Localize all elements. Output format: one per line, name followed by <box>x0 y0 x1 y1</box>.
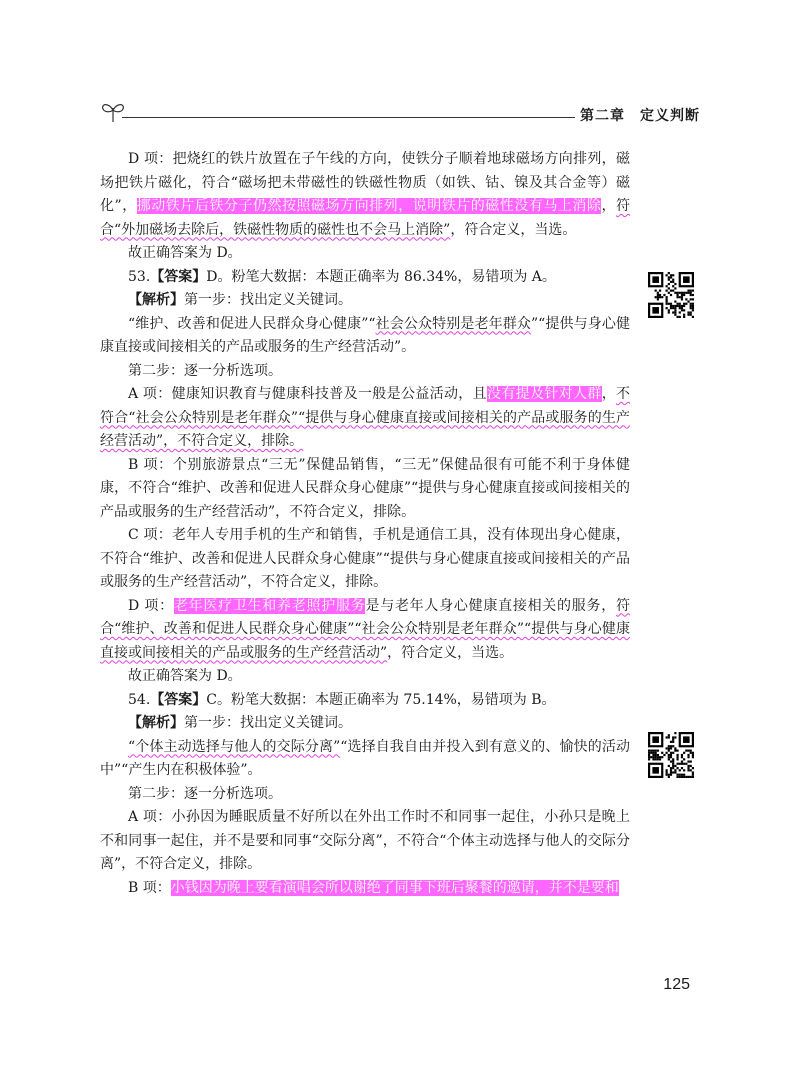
text-run: ， <box>601 386 617 402</box>
text-run: “选择自我自由并投入到有意义的、愉快的活动中”“产生内在积极体验”。 <box>100 738 630 778</box>
text-run: ”“提供与身心健康直接或间接相关的产品或服务的生产经营活动”。 <box>100 315 630 355</box>
text-run: A 项：小孙因为睡眠质量不好所以在外出工作时不和同事一起住，小孙只是晚上不和同事一起住，并不是要和同事“交际分离”，不符合“个体主动选择与他人的交际分离”，不符合定义，排除。 <box>100 809 630 872</box>
sprout-icon <box>100 100 126 124</box>
paragraph <box>100 689 630 713</box>
chapter-title: 第二章 定义判断 <box>580 108 700 124</box>
highlighted-text: 挪动铁片后铁分子仍然按照磁场方向排列，说明铁片的磁性没有马上消除 <box>136 198 602 214</box>
paragraph <box>100 783 630 807</box>
paragraph <box>100 454 630 525</box>
text-run: B 项： <box>128 879 171 896</box>
paragraph <box>100 383 630 454</box>
qr-code-icon[interactable] <box>648 732 694 778</box>
text-run: 故正确答案为 D。 <box>128 245 242 261</box>
section-label: 【解析】 <box>128 715 184 731</box>
text-run: D。粉笔大数据：本题正确率为 86.34%，易错项为 A。 <box>206 268 556 285</box>
text-run: D 项： <box>128 597 174 614</box>
paragraph <box>100 360 630 384</box>
text-run: 故正确答案为 D。 <box>128 668 242 684</box>
text-run: D 项：把烧红的铁片放置在子午线的方向，使铁分子顺着地球磁场方向排列，磁场把铁片磁化，符合“磁场把未带磁性的铁磁性物质（如铁、钴、镍及其合金等）磁化”， <box>100 151 630 214</box>
paragraph <box>100 712 630 736</box>
text-run: 第一步：找出定义关键词。 <box>184 292 352 308</box>
paragraph <box>100 289 630 313</box>
text-run: ，符合定义，当选。 <box>450 221 577 238</box>
text-run: C 项：老年人专用手机的生产和销售，手机是通信工具，没有体现出身心健康，不符合“维护、改善和促进人民群众身心健康”“提供与身心健康直接或间接相关的产品或服务的生产经营活动”，不符合定义，排除。 <box>100 527 630 590</box>
text-run: 第二步：逐一分析选项。 <box>128 785 282 802</box>
underlined-text: 符合“外加磁场去除后，铁磁性物质的磁性也不会马上消除” <box>100 198 630 238</box>
header-rule <box>122 117 575 118</box>
underlined-text: 符合“维护、改善和促进人民群众身心健康”“社会公众特别是老年群众”“提供与身心健康直接或间接相关的产品或服务的生产经营活动” <box>100 597 630 661</box>
page-header <box>100 98 700 130</box>
underlined-text: “个体主动选择与他人的交际分离” <box>128 738 341 755</box>
text-run: 53. <box>128 268 151 285</box>
text-run: 是与老年人身心健康直接相关的服务， <box>365 597 616 614</box>
paragraph <box>100 242 630 266</box>
paragraph <box>100 736 630 783</box>
paragraph <box>100 595 630 666</box>
paragraph <box>100 665 630 689</box>
page-content <box>100 148 630 900</box>
text-run: 第一步：找出定义关键词。 <box>184 715 352 731</box>
page-number: 125 <box>663 976 690 993</box>
paragraph <box>100 524 630 595</box>
text-run: 54. <box>128 691 151 708</box>
highlighted-text: 老年医疗卫生和养老照护服务 <box>173 597 366 614</box>
text-run: “维护、改善和促进人民群众身心健康”“ <box>128 315 376 332</box>
text-run: 第二步：逐一分析选项。 <box>128 362 282 379</box>
paragraph <box>100 806 630 877</box>
paragraph <box>100 266 630 290</box>
text-run: ， <box>601 198 616 214</box>
text-run: ，符合定义，当选。 <box>387 644 514 661</box>
section-label: 【答案】 <box>150 691 207 708</box>
text-run: A 项：健康知识教育与健康科技普及一般是公益活动，且 <box>128 386 487 402</box>
underlined-text: 不符合“社会公众特别是老年群众”“提供与身心健康直接或间接相关的产品或服务的生产经营活动”，不符合定义，排除。 <box>100 386 631 449</box>
paragraph <box>100 313 630 360</box>
text-run: B 项：个别旅游景点“三无”保健品销售，“三无”保健品很有可能不利于身体健康，不符合“维护、改善和促进人民群众身心健康”“提供与身心健康直接或间接相关的产品或服务的生产经营活动”，不符合定义，排除。 <box>100 456 630 520</box>
text-run: C。粉笔大数据：本题正确率为 75.14%，易错项为 B。 <box>206 691 556 708</box>
section-label: 【解析】 <box>128 292 184 308</box>
paragraph <box>100 877 630 901</box>
highlighted-text: 小钱因为晚上要看演唱会所以谢绝了同事下班后聚餐的邀请，并不是要和 <box>170 879 619 896</box>
underlined-text: 社会公众特别是老年群众 <box>375 315 531 332</box>
section-label: 【答案】 <box>150 268 207 285</box>
qr-code-icon[interactable] <box>648 272 694 318</box>
highlighted-text: 没有提及针对人群 <box>486 386 602 402</box>
paragraph <box>100 148 630 242</box>
